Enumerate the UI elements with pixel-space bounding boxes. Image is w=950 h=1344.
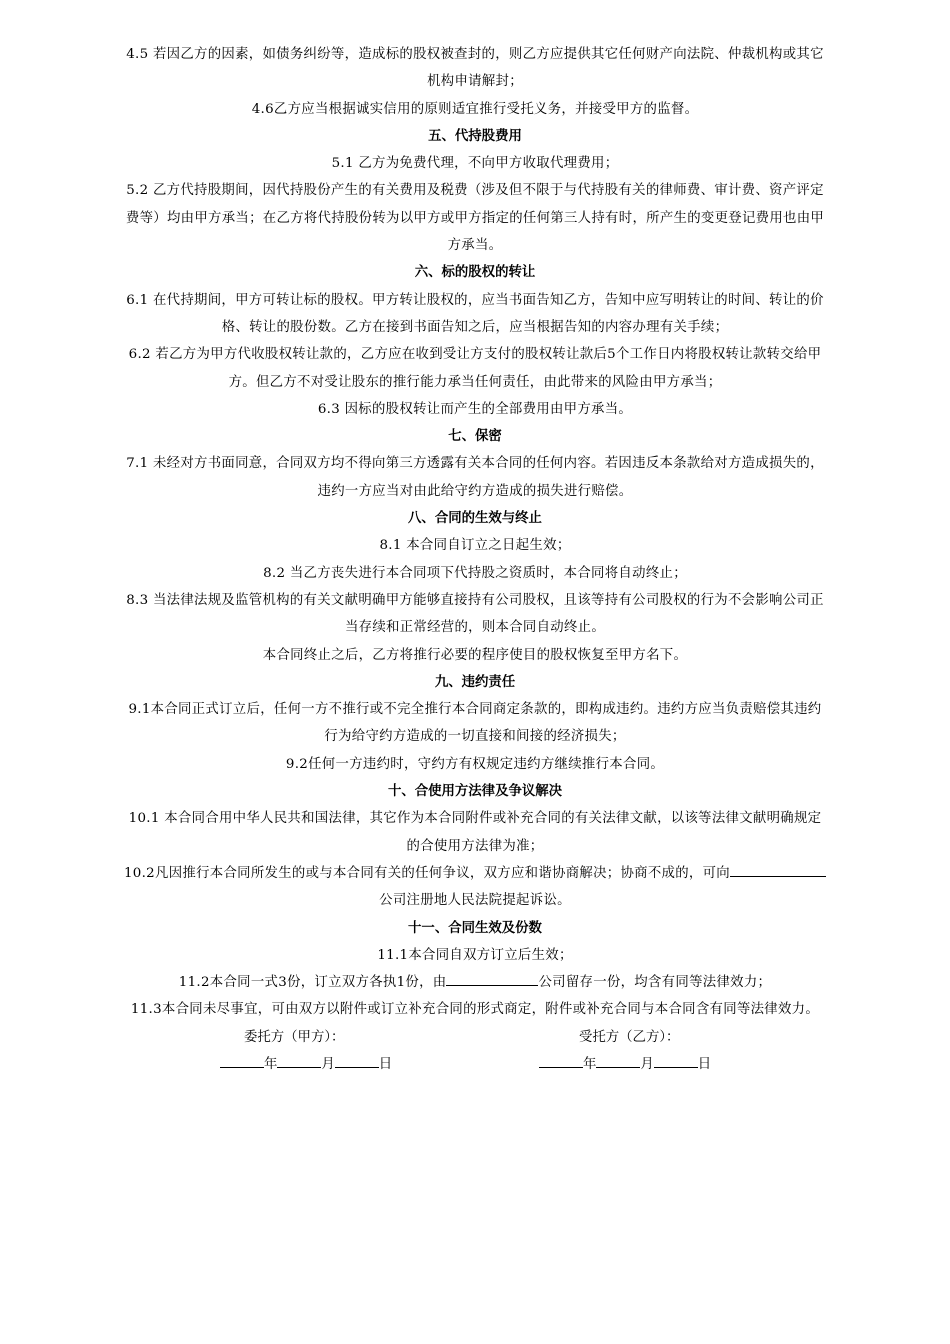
clause-8-3 bbox=[66, 587, 884, 642]
section-heading-6: 六、标的股权的转让 bbox=[414, 265, 536, 281]
clause-text: 9.1本合同正式订立后，任何一方不推行或不完全推行本合同商定条款的，即构成违约。违约方应当负责赔偿其违约 bbox=[128, 702, 822, 718]
day-blank-line bbox=[654, 1053, 698, 1068]
clause-4-5 bbox=[66, 41, 884, 96]
clause-text: 10.1 本合同合用中华人民共和国法律，其它作为本合同附件或补充合同的有关法律文献，以该等法律文献明确规定 bbox=[128, 811, 822, 827]
month-blank-line bbox=[596, 1053, 640, 1068]
section-heading-11: 十一、合同生效及份数 bbox=[408, 920, 542, 936]
year-blank-line bbox=[220, 1053, 264, 1068]
clause-10-2 bbox=[66, 860, 884, 915]
party-b-label: 受托方（乙方）： bbox=[579, 1029, 680, 1045]
party-a-label: 委托方（甲方）： bbox=[244, 1029, 345, 1045]
clause-text: 违约一方应当对由此给守约方造成的损失进行赔偿。 bbox=[317, 483, 633, 499]
section-heading-7: 七、保密 bbox=[448, 429, 502, 445]
year-blank-line bbox=[539, 1053, 583, 1068]
month-blank-line bbox=[277, 1053, 321, 1068]
section-heading-5: 五、代持股费用 bbox=[428, 128, 522, 144]
clause-6-2 bbox=[66, 341, 884, 396]
clause-9-2: 9.2任何一方违约时，守约方有权规定违约方继续推行本合同。 bbox=[285, 756, 665, 772]
clause-text: 公司留存一份，均含有同等法律效力； bbox=[538, 975, 772, 991]
clause-11-2 bbox=[66, 969, 884, 996]
clause-text: 公司注册地人民法院提起诉讼。 bbox=[379, 893, 571, 909]
clause-text: 费等）均由甲方承当；在乙方将代持股份转为以甲方或甲方指定的任何第三人持有时，所产生的变更登记费用也由甲 bbox=[125, 210, 825, 226]
clause-text: 10.2凡因推行本合同所发生的或与本合同有关的任何争议，双方应和谐协商解决；协商不成的，可向 bbox=[123, 865, 731, 881]
clause-text: 行为给守约方造成的一切直接和间接的经济损失； bbox=[324, 729, 626, 745]
clause-10-1 bbox=[66, 805, 884, 860]
day-label: 日 bbox=[697, 1056, 712, 1072]
clause-8-1: 8.1 本合同自订立之日起生效； bbox=[379, 538, 571, 554]
year-label: 年 bbox=[264, 1056, 278, 1072]
section-heading-9: 九、违约责任 bbox=[434, 674, 516, 690]
party-a-date bbox=[220, 1051, 392, 1078]
year-label: 年 bbox=[583, 1056, 597, 1072]
clause-text: 7.1 未经对方书面同意，合同双方均不得向第三方透露有关本合同的任何内容。若因违反本条款给对方造成损失的， bbox=[126, 456, 824, 472]
clause-5-1: 5.1 乙方为免费代理，不向甲方收取代理费用； bbox=[331, 156, 619, 172]
clause-11-3: 11.3本合同未尽事宜，可由双方以附件或订立补充合同的形式商定，附件或补充合同与本合同含有同等法律效力。 bbox=[130, 1002, 820, 1018]
clause-9-1 bbox=[66, 696, 884, 751]
clause-text: 格、转让的股份数。乙方在接到书面告知之后，应当根据告知的内容办理有关手续； bbox=[221, 319, 729, 335]
party-b-date bbox=[539, 1051, 711, 1078]
clause-text: 的合使用方法律为准； bbox=[406, 838, 544, 854]
clause-text: 5.2 乙方代持股期间，因代持股份产生的有关费用及税费（涉及但不限于与代持股有关的律师费、审计费、资产评定 bbox=[126, 183, 824, 199]
clause-8-end: 本合同终止之后，乙方将推行必要的程序使目的股权恢复至甲方名下。 bbox=[262, 647, 688, 663]
clause-text: 11.2本合同一式3份，订立双方各执1份，由 bbox=[178, 975, 447, 991]
company-blank-line bbox=[446, 971, 538, 986]
clause-text: 6.2 若乙方为甲方代收股权转让款的，乙方应在收到受让方支付的股权转让款后5个工作日内将股权转让款转交给甲 bbox=[128, 347, 822, 363]
day-label: 日 bbox=[378, 1056, 393, 1072]
clause-text: 6.1 在代持期间，甲方可转让标的股权。甲方转让股权的，应当书面告知乙方，告知中应写明转让的时间、转让的价 bbox=[126, 292, 824, 308]
clause-text: 机构申请解封； bbox=[427, 74, 523, 90]
court-blank-line bbox=[730, 862, 826, 877]
clause-text: 4.5 若因乙方的因素，如债务纠纷等，造成标的股权被查封的，则乙方应提供其它任何财产向法院、仲裁机构或其它 bbox=[126, 47, 824, 62]
day-blank-line bbox=[335, 1053, 379, 1068]
section-heading-10: 十、合使用方法律及争议解决 bbox=[387, 784, 563, 800]
contract-page bbox=[66, 41, 884, 1078]
clause-text: 方。但乙方不对受让股东的推行能力承当任何责任，由此带来的风险由甲方承当； bbox=[228, 374, 722, 390]
clause-6-1 bbox=[66, 287, 884, 342]
signature-block bbox=[66, 1024, 884, 1078]
clause-7-1 bbox=[66, 450, 884, 505]
clause-5-2 bbox=[66, 177, 884, 259]
section-heading-8: 八、合同的生效与终止 bbox=[408, 511, 542, 527]
clause-4-6: 4.6乙方应当根据诚实信用的原则适宜推行受托义务，并接受甲方的监督。 bbox=[251, 101, 699, 117]
clause-8-2: 8.2 当乙方丧失进行本合同项下代持股之资质时，本合同将自动终止； bbox=[263, 565, 687, 581]
clause-text: 方承当。 bbox=[447, 238, 503, 254]
month-label: 月 bbox=[640, 1056, 654, 1072]
clause-text: 8.3 当法律法规及监管机构的有关文献明确甲方能够直接持有公司股权，且该等持有公司股权的行为不会影响公司正 bbox=[126, 592, 824, 608]
month-label: 月 bbox=[321, 1056, 335, 1072]
clause-11-1: 11.1本合同自双方订立后生效； bbox=[377, 947, 573, 963]
clause-text: 当存续和正常经营的，则本合同自动终止。 bbox=[344, 620, 606, 636]
clause-6-3: 6.3 因标的股权转让而产生的全部费用由甲方承当。 bbox=[317, 401, 633, 417]
